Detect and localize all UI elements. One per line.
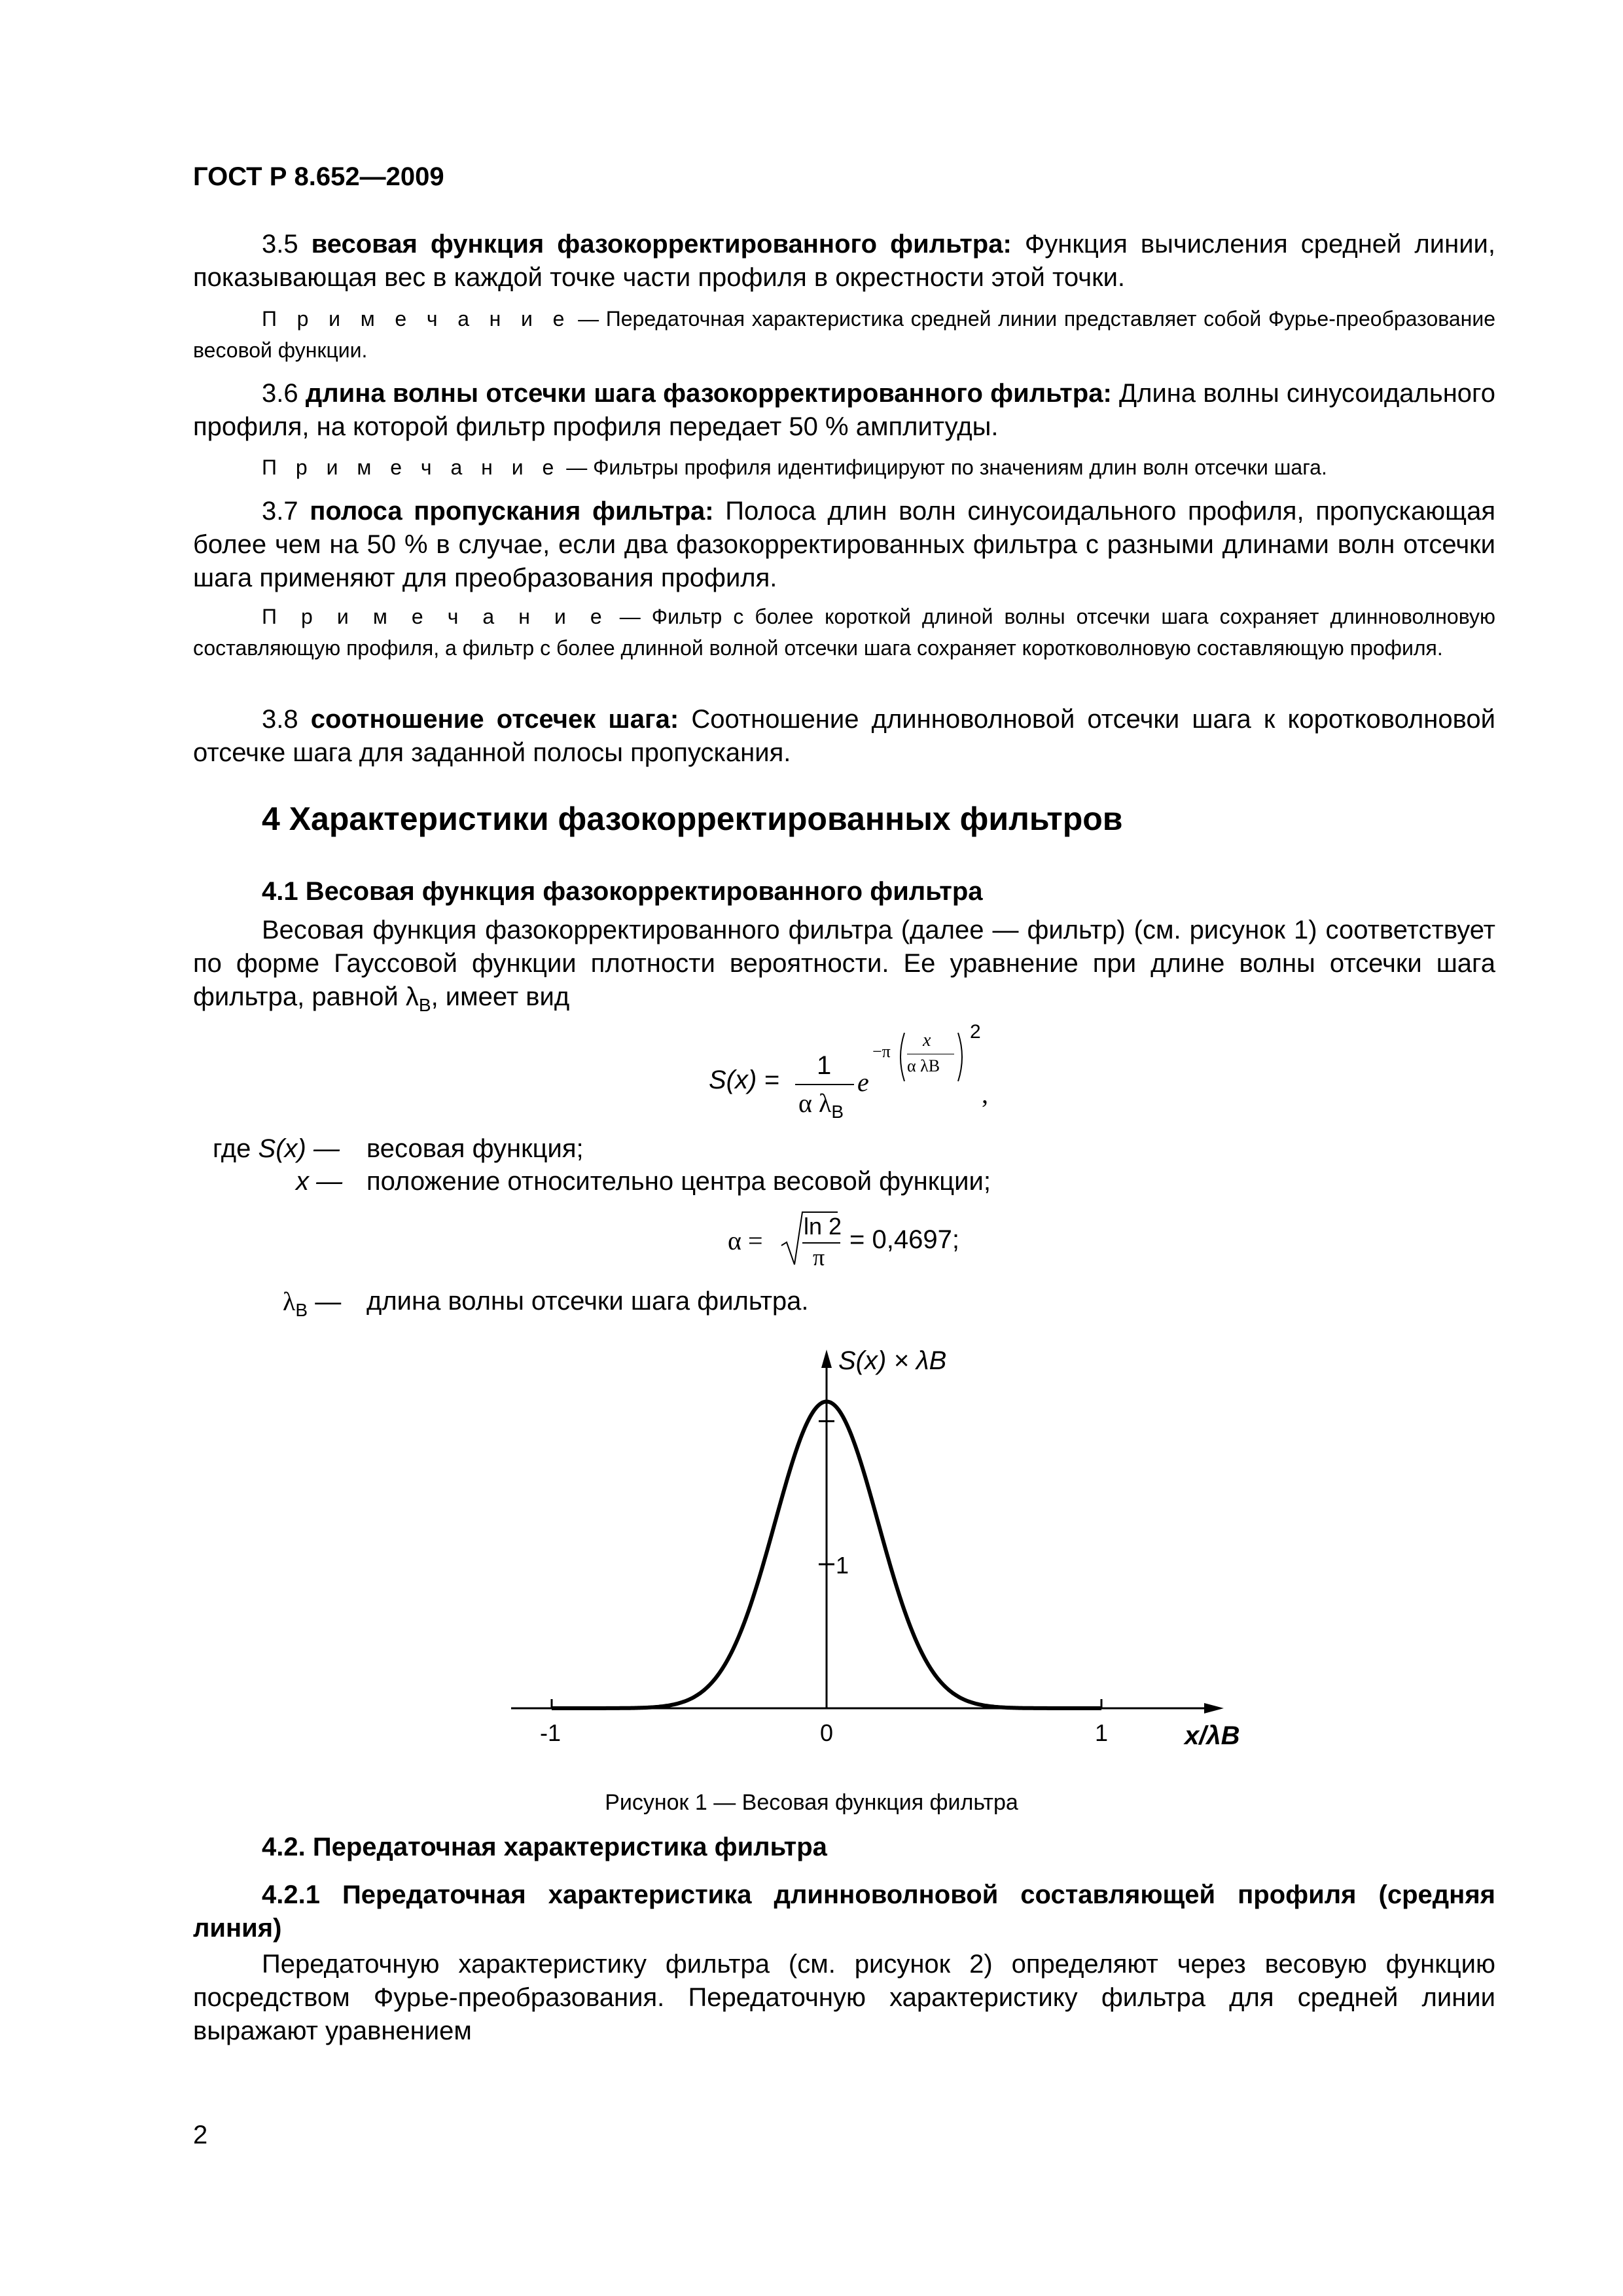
note-text: — Фильтры профиля идентифицируют по значениям длин волн отсечки шага. <box>566 456 1327 479</box>
note-label: П р и м е ч а н и е <box>262 456 561 479</box>
x-axis-label: x/λB <box>1185 1721 1240 1750</box>
subsection-4-2-heading: 4.2. Передаточная характеристика фильтра <box>262 1833 827 1861</box>
definition-lambda-text: длина волны отсечки шага фильтра. <box>366 1287 809 1316</box>
subsection-4-2-1-heading: 4.2.1 Передаточная характеристика длинноволновой составляющей профиля (средняя линия) <box>193 1880 1495 1943</box>
note-text: — Передаточная характеристика средней линии представляет собой Фурье-преобразование весовой функции. <box>193 307 1496 362</box>
figure-caption: Рисунок 1 — Весовая функция фильтра <box>605 1790 1018 1815</box>
alpha-numerator: ln 2 <box>804 1213 842 1240</box>
subsection-4-1-heading: 4.1 Весовая функция фазокорректированного фильтра <box>262 877 983 906</box>
note-label: П р и м е ч а н и е <box>262 307 571 331</box>
clause-number: 3.8 <box>262 705 298 734</box>
definition-dash: — <box>315 1287 342 1316</box>
formula-exp-sign: −π <box>872 1042 891 1061</box>
x-axis-arrow <box>1204 1703 1224 1713</box>
exponent-power: 2 <box>970 1021 981 1043</box>
term: полоса пропускания фильтра: <box>310 497 714 526</box>
lambda-subscript: B <box>295 1300 308 1320</box>
definition-s-text: весовая функция; <box>366 1134 584 1163</box>
paragraph-text-end: , имеет вид <box>431 982 570 1011</box>
definition-text: Полоса длин волн синусоидального профиля, пропускающая более чем на 50 % в случае, если два фазокорректированных фильтра с разными длинами волн отсечки шага применяют для преобразования профиля. <box>193 497 1496 592</box>
exponent-denominator: α λB <box>907 1056 940 1075</box>
y-axis-arrow <box>821 1350 832 1368</box>
alpha-lhs: α = <box>728 1226 763 1255</box>
exponent-numerator: x <box>923 1030 931 1050</box>
definition-x-text: положение относительно центра весовой функции; <box>366 1167 991 1196</box>
term: длина волны отсечки шага фазокорректированного фильтра: <box>305 379 1112 408</box>
x-tick-label: -1 <box>540 1719 562 1746</box>
formula-exp-base: e <box>857 1067 869 1097</box>
formula-lhs-text: S(x) = <box>709 1066 779 1094</box>
y-tick-label: 1 <box>836 1552 849 1579</box>
alpha-denominator: π <box>813 1244 825 1270</box>
lambda-symbol: λ <box>283 1287 296 1316</box>
alpha-rhs: = 0,4697; <box>849 1225 959 1254</box>
x-tick-label: 1 <box>1095 1719 1109 1746</box>
definition-text: Функция вычисления средней линии, показывающая вес в каждой точке части профиля в окрестности этой точки. <box>193 230 1496 292</box>
definition-text: Длина волны синусоидального профиля, на которой фильтр профиля передает 50 % амплитуды. <box>193 379 1496 441</box>
page-number: 2 <box>193 2121 208 2149</box>
clause-number: 3.5 <box>262 230 298 259</box>
term: весовая функция фазокорректированного фильтра: <box>311 230 1012 259</box>
clause-number: 3.7 <box>262 497 298 526</box>
note-text: — Фильтр с более короткой длиной волны отсечки шага сохраняет длинноволновую составляющую профиля, а фильтр с более длинной волной отсечки шага сохраняет коротковолновую составляющую профиля. <box>193 605 1495 660</box>
note-label: П р и м е ч а н и е <box>262 605 609 628</box>
lambda-subscript: B <box>418 995 431 1015</box>
clause-number: 3.6 <box>262 379 298 408</box>
formula-trailing: , <box>982 1079 988 1109</box>
definition-symbol: S(x) — <box>258 1134 340 1163</box>
definition-x-symbol: x — <box>296 1167 343 1196</box>
section-4-heading: 4 Характеристики фазокорректированных фильтров <box>262 800 1123 837</box>
y-axis-label: S(x) × λB <box>838 1346 947 1375</box>
document-header: ГОСТ Р 8.652—2009 <box>193 162 444 191</box>
denominator-subscript: B <box>831 1102 844 1122</box>
paragraph-text: Весовая функция фазокорректированного фильтра (далее — фильтр) (см. рисунок 1) соответствует по форме Гауссовой функции плотности вероятности. Ее уравнение при длине волны отсечки шага фильтра, равной λ <box>193 916 1495 1011</box>
x-tick-label: 0 <box>820 1719 834 1746</box>
subsection-4-2-1-text: Передаточную характеристику фильтра (см. рисунок 2) определяют через весовую функцию посредством Фурье-преобразования. Передаточную характеристику фильтра для средней линии выражают уравнением <box>193 1950 1495 2045</box>
definition-text: Соотношение длинноволновой отсечки шага к коротковолновой отсечке шага для заданной полосы пропускания. <box>193 705 1496 767</box>
term: соотношение отсечек шага: <box>310 705 679 734</box>
formula-numerator: 1 <box>817 1051 832 1080</box>
definition-prefix: где <box>213 1134 251 1163</box>
denominator-text: α λ <box>798 1088 832 1118</box>
